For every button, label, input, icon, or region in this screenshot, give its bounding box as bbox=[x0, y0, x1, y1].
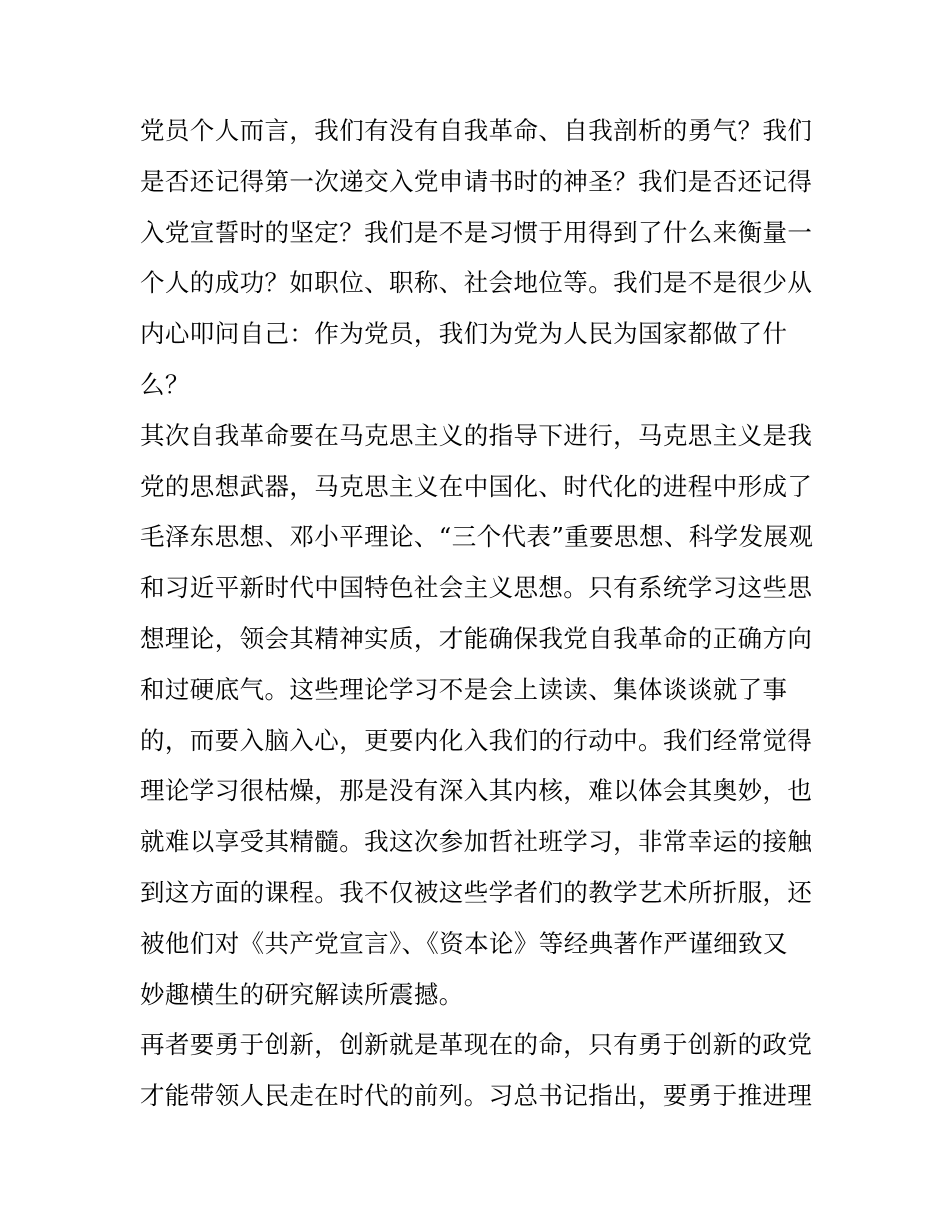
text-line: 内心叩问自己：作为党员，我们为党为人民为国家都做了什 bbox=[140, 319, 788, 349]
text-line: 的，而要入脑入心，更要内化入我们的行动中。我们经常觉得 bbox=[140, 725, 813, 755]
text-line: 党的思想武器，马克思主义在中国化、时代化的进程中形成了 bbox=[140, 471, 813, 501]
text-line: 才能带领人民走在时代的前列。习总书记指出，要勇于推进理 bbox=[140, 1081, 813, 1111]
text-line: 和过硬底气。这些理论学习不是会上读读、集体谈谈就了事 bbox=[140, 674, 788, 704]
text-line: 到这方面的课程。我不仅被这些学者们的教学艺术所折服，还 bbox=[140, 877, 813, 907]
text-line: 其次自我革命要在马克思主义的指导下进行，马克思主义是我 bbox=[140, 420, 813, 450]
text-line: 被他们对《共产党宣言》、《资本论》等经典著作严谨细致又 bbox=[140, 928, 788, 958]
text-line: 是否还记得第一次递交入党申请书时的神圣？我们是否还记得 bbox=[140, 166, 813, 196]
text-line: 妙趣横生的研究解读所震撼。 bbox=[140, 979, 464, 1009]
text-line: 就难以享受其精髓。我这次参加哲社班学习，非常幸运的接触 bbox=[140, 827, 813, 857]
text-line: 党员个人而言，我们有没有自我革命、自我剖析的勇气？我们 bbox=[140, 116, 813, 145]
text-line: 想理论，领会其精神实质，才能确保我党自我革命的正确方向 bbox=[140, 623, 813, 653]
text-line: 入党宣誓时的坚定？我们是不是习惯于用得到了什么来衡量一 bbox=[140, 217, 813, 247]
text-line: 和习近平新时代中国特色社会主义思想。只有系统学习这些思 bbox=[140, 573, 813, 603]
text-line: 个人的成功？如职位、职称、社会地位等。我们是不是很少从 bbox=[140, 268, 813, 298]
text-line: 么？ bbox=[140, 369, 190, 399]
body-text bbox=[140, 106, 820, 1122]
text-line: 理论学习很枯燥，那是没有深入其内核，难以体会其奥妙，也 bbox=[140, 776, 813, 806]
text-line: 再者要勇于创新，创新就是革现在的命，只有勇于创新的政党 bbox=[140, 1030, 813, 1060]
text-line: 毛泽东思想、邓小平理论、“三个代表”重要思想、科学发展观 bbox=[140, 522, 814, 552]
